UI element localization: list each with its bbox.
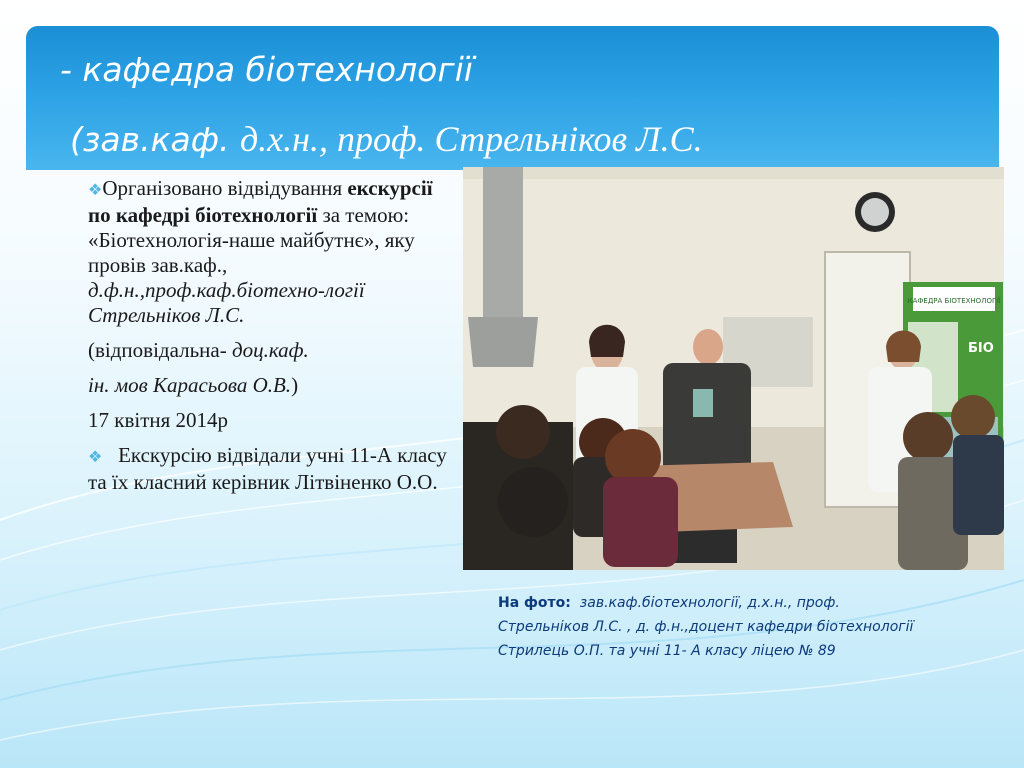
bullet1-bold: екскурсії по кафедрі біотехнології bbox=[88, 176, 433, 227]
responsible-close: ) bbox=[291, 373, 299, 397]
title-line2-name: д.х.н., проф. Стрельніков Л.С. bbox=[239, 119, 703, 159]
photo-caption bbox=[498, 591, 918, 663]
responsible-name: ін. мов Карасьова О.В. bbox=[88, 373, 292, 397]
slide-body-text bbox=[88, 176, 450, 495]
responsible-line1 bbox=[88, 338, 450, 363]
responsible-line2 bbox=[88, 373, 450, 398]
bullet1-lead: Організовано відвідування bbox=[102, 176, 343, 200]
fume-hood-pipe bbox=[483, 167, 523, 317]
diamond-bullet-icon: ❖ bbox=[88, 182, 103, 199]
responsible-open: (відповідальна- bbox=[88, 338, 232, 362]
caption-text: зав.каф.біотехнології, д.х.н., проф. Стрельніков Л.С. , д. ф.н.,доцент кафедри біотехнології Стрилець О.П. та учні 11- А класу ліцею № 89 bbox=[498, 595, 914, 659]
banner-title-text: КАФЕДРА БІОТЕХНОЛОГІЇ bbox=[907, 297, 1001, 305]
bullet1-mid: за темою: «Біотехнологія-наше майбутнє», яку провів зав.каф., bbox=[88, 203, 415, 277]
caption-label: На фото: bbox=[498, 595, 571, 611]
slide-title-line2 bbox=[70, 118, 703, 160]
responsible-title: доц.каф. bbox=[231, 338, 309, 362]
bullet2-text: Екскурсію відвідали учні 11-А класу та їх класний керівник Літвіненко О.О. bbox=[88, 443, 447, 494]
diamond-bullet-icon: ❖ bbox=[88, 449, 103, 466]
visit-date: 17 квітня 2014р bbox=[88, 408, 229, 432]
banner-logo-text: БІО bbox=[968, 341, 994, 356]
lab-photo bbox=[463, 167, 1004, 570]
bullet-item-2 bbox=[88, 443, 450, 495]
slide-title-line1: - кафедра біотехнології bbox=[60, 50, 474, 89]
bullet-item-1 bbox=[88, 176, 450, 328]
bullet1-italic: д.ф.н.,проф.каф.біотехно-логії Стрельніков Л.С. bbox=[88, 278, 365, 327]
title-line2-prefix: (зав.каф. bbox=[70, 120, 240, 159]
